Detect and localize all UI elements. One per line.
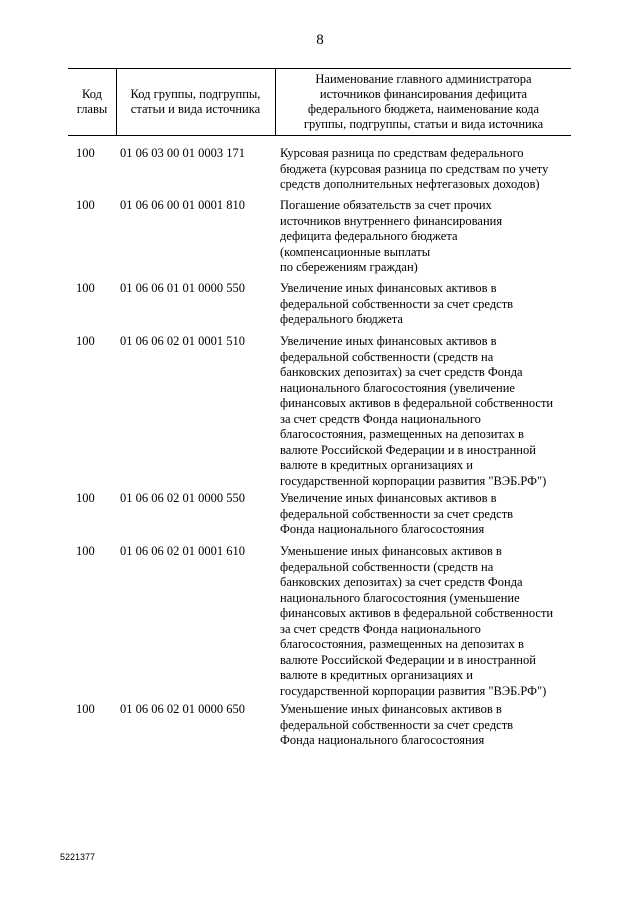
row-source-code: 01 06 03 00 01 0003 171 [120, 146, 245, 160]
document-id: 5221377 [60, 852, 96, 862]
row-source-code: 01 06 06 02 01 0001 510 [120, 334, 245, 348]
row-chapter-code: 100 [76, 702, 95, 716]
row-source-name: Уменьшение иных финансовых активов в федеральной собственности (средств на банковских депозитах) за счет средств Фонда национального благосостояния (уменьшение финансовых активов в федеральной собственности за счет средств Фонда национального благосостояния, размещенных на депозитах в валюте Российской Федерации и в иностранной валюте в кредитных организациях и государственной корпорации развития "ВЭБ.РФ") [280, 544, 554, 698]
row-source-name: Увеличение иных финансовых активов в федеральной собственности (средств на банковских депозитах) за счет средств Фонда национального благосостояния (увеличение финансовых активов в федеральной собственности за счет средств Фонда национального благосостояния, размещенных на депозитах в валюте Российской Федерации и в иностранной валюте в кредитных организациях и государственной корпорации развития "ВЭБ.РФ") [280, 334, 554, 488]
header-chapter-code-label: Код главы [76, 87, 108, 116]
table-header [68, 68, 571, 136]
row-source-code: 01 06 06 02 01 0000 650 [120, 702, 245, 716]
row-source-name: Увеличение иных финансовых активов в федеральной собственности за счет средств федерального бюджета [280, 281, 514, 326]
row-source-code: 01 06 06 02 01 0001 610 [120, 544, 245, 558]
row-chapter-code: 100 [76, 198, 95, 212]
page-number: 8 [316, 32, 324, 48]
row-chapter-code: 100 [76, 334, 95, 348]
header-source-code [116, 69, 276, 135]
row-source-name: Погашение обязательств за счет прочих источников внутреннего финансирования дефицита федерального бюджета (компенсационные выплаты по сбережениям граждан) [280, 198, 503, 274]
row-chapter-code: 100 [76, 146, 95, 160]
row-chapter-code: 100 [76, 544, 95, 558]
row-source-name: Уменьшение иных финансовых активов в федеральной собственности за счет средств Фонда национального благосостояния [280, 702, 514, 747]
header-administrator-name-label: Наименование главного администратора источников финансирования дефицита федерального бюджета, наименование кода группы, подгруппы, статьи и вида источника [303, 72, 544, 131]
row-source-code: 01 06 06 02 01 0000 550 [120, 491, 245, 505]
header-source-code-label: Код группы, подгруппы, статьи и вида источника [130, 87, 261, 116]
row-source-code: 01 06 06 01 01 0000 550 [120, 281, 245, 295]
row-source-code: 01 06 06 00 01 0001 810 [120, 198, 245, 212]
header-administrator-name [276, 69, 571, 135]
row-chapter-code: 100 [76, 281, 95, 295]
row-chapter-code: 100 [76, 491, 95, 505]
header-chapter-code [68, 69, 117, 135]
row-source-name: Курсовая разница по средствам федерального бюджета (курсовая разница по средствам по учету средств дополнительных нефтегазовых доходов) [280, 146, 549, 191]
row-source-name: Увеличение иных финансовых активов в федеральной собственности за счет средств Фонда национального благосостояния [280, 491, 514, 536]
